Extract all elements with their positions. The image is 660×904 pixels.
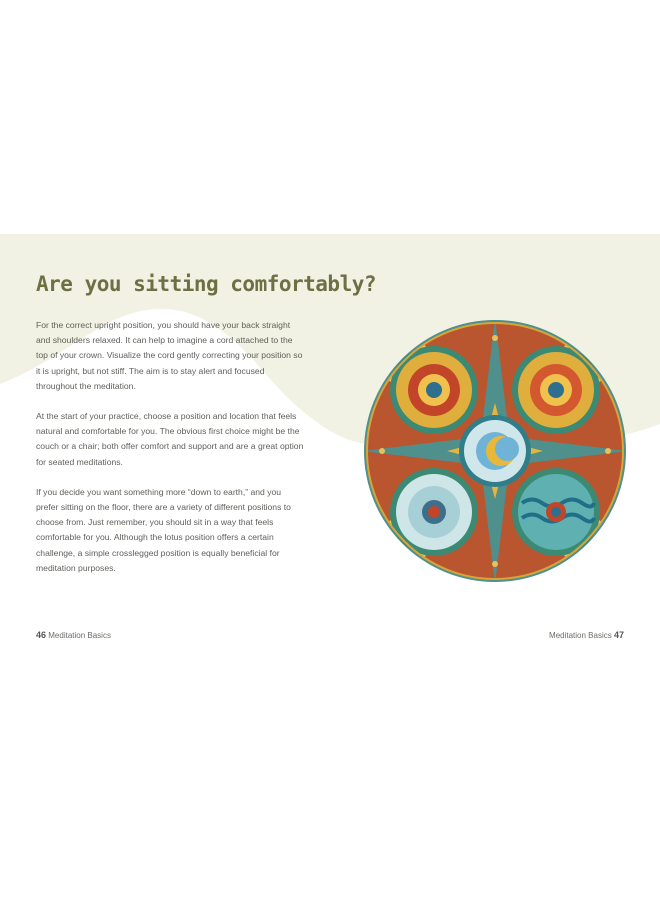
water-medallion-bottom-right [512, 468, 600, 556]
page-number-left: 46 [36, 630, 47, 640]
page-title: Are you sitting comfortably? [36, 272, 377, 296]
section-label-left: Meditation Basics [48, 631, 111, 640]
sun-medallion-top-right [512, 346, 600, 434]
water-medallion-bottom-left [390, 468, 478, 556]
footer-right [549, 630, 624, 640]
paragraph-2: At the start of your practice, choose a position and location that feels natural and comfortable for you. The obvious first choice might be the couch or a chair; both offer comfort and support and are a great option for seated meditations. [36, 411, 304, 467]
book-spread [0, 234, 660, 670]
paragraph-1: For the correct upright position, you should have your back straight and shoulders relaxed. It can help to imagine a cord attached to the top of your crown. Visualize the cord gently correcting your position so it is upright, but not stiff. The aim is to stay alert and focused throughout the meditation. [36, 320, 303, 391]
sun-medallion-top-left [390, 346, 478, 434]
footer-left [36, 630, 111, 640]
body-text [36, 318, 304, 591]
section-label-right: Meditation Basics [549, 631, 612, 640]
page-number-right: 47 [613, 630, 624, 640]
mandala-illustration [362, 318, 628, 584]
paragraph-3: If you decide you want something more “down to earth,” and you prefer sitting on the floor, there are a variety of different positions to choose from. Just remember, you should sit in a way that feels comfortable for you. Although the lotus position offers a certain challenge, a simple crosslegged position is equally beneficial for meditation purposes. [36, 486, 291, 573]
